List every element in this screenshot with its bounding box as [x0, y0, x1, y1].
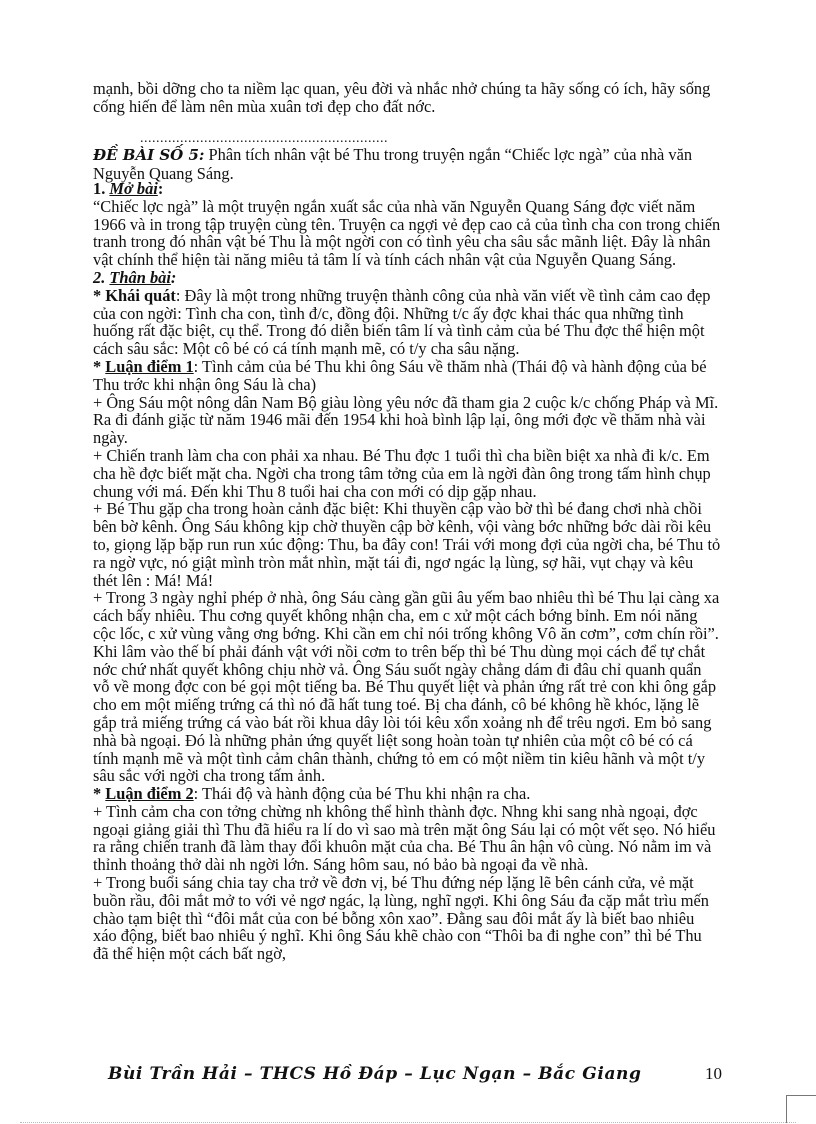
intro-paragraph: mạnh, bồi dỡng cho ta niềm lạc quan, yêu đời và nhắc nhở chúng ta hãy sống có ích, hãy sống cống hiến để làm nên mùa xuân tơi đẹp cho đất nớc.: [93, 79, 711, 116]
luan-diem-1-paragraph: + Ông Sáu một nông dân Nam Bộ giàu lòng yêu nớc đã tham gia 2 cuộc k/c chống Pháp và Mĩ. Ra đi đánh giặc từ năm 1946 mãi đến 1954 khi hoà bình lập lại, ông mới đợc về thăm nhà vài ngày.: [93, 392, 719, 448]
essay-body: [93, 180, 721, 963]
topic-heading: [93, 146, 721, 183]
luan-diem-1-star: *: [93, 356, 106, 376]
than-bai-title: Thân bài: [109, 267, 171, 287]
luan-diem-1-paragraph: + Trong 3 ngày nghỉ phép ở nhà, ông Sáu càng gần gũi âu yếm bao nhiêu thì bé Thu lại càng xa cách bấy nhiêu. Thu cơng quyết không nhận cha, em c xử một cách bớng bỉnh. Em nói năng cộc lốc, c xử vùng vằng ơng bớng. Khi cần em chỉ nói trống không Vô ăn cơm”, cơm chín rồi”. Khi lâm vào thế bí phải đánh vật với nồi cơm to trên bếp thì bé Thu dùng mọi cách để tự chắt nớc chứ nhất quyết không chịu nhờ vả. Ông Sáu suốt ngày chẳng dám đi đâu chỉ quanh quẩn vỗ về mong đợc con bé gọi một tiếng ba. Bé Thu quyết liệt và phản ứng rất trẻ con khi ông gắp cho em một miếng trứng cá thì nó đã hất tung toé. Bị cha đánh, cô bé không hề khóc, lặng lẽ gắp trả miếng trứng cá vào bát rồi khua dây lòi tói kêu xổn xoảng nh để trêu ngơi. Em bỏ sang nhà bà ngoại. Đó là những phản ứng quyết liệt song hoàn toàn tự nhiên của một cô bé có cá tính mạnh mẽ và một tình cảm chân thành, chứng tỏ em có một niềm tin kiêu hãnh và một t/y sâu sắc với ngời cha trong tấm ảnh.: [93, 588, 720, 786]
mo-bai-colon: :: [157, 179, 164, 198]
mo-bai-heading: [93, 180, 721, 198]
khai-quat-label: * Khái quát: [93, 285, 176, 305]
luan-diem-2-text: : Thái độ và hành động của bé Thu khi nhận ra cha.: [193, 784, 531, 804]
luan-diem-2-paragraph: + Trong buổi sáng chia tay cha trở về đơn vị, bé Thu đứng nép lặng lẽ bên cánh cửa, vẻ mặt buồn rầu, đôi mắt mở to với vẻ ngơ ngác, lạ lùng, nghĩ ngợi. Khi ông Sáu đa cặp mắt trìu mến chào tạm biệt thì “đôi mắt của con bé bỗng xôn xao”. Đằng sau đôi mắt ấy là biết bao nhiêu xáo động, biết bao nhiêu ý nghĩ. Khi ông Sáu khẽ chào con “Thôi ba đi nghe con” thì bé Thu đã thể hiện một cách bất ngờ,: [93, 873, 709, 964]
luan-diem-2-paragraph: + Tình cảm cha con tởng chừng nh không thể hình thành đợc. Nhng khi sang nhà ngoại, đợc ngoại giảng giải thì Thu đã hiểu ra lí do vì sao mà trên mặt ông Sáu lại có một vết sẹo. Nó hiểu ra rằng chiến tranh đã làm thay đổi khuôn mặt của cha. Bé Thu ân hận vô cùng. Nó nằm im và thỉnh thoảng thở dài nh ngời lớn. Sáng hôm sau, nó bảo bà ngoại đa về nhà.: [93, 801, 716, 875]
khai-quat-text: : Đây là một trong những truyện thành công của nhà văn viết về tình cảm cao đẹp của con ngời: Tình cha con, tình đ/c, đồng đội. Những t/c ấy đợc khai thác qua những tình huống rất đặc biệt, cụ thể. Trong đó diễn biến tâm lí và tình cảm của bé Thu đợc thể hiện một cách sâu sắc: Một cô bé có cá tính mạnh mẽ, có t/y cha sâu nặng.: [93, 285, 711, 359]
khai-quat-paragraph: [93, 287, 721, 358]
luan-diem-2-label: Luận điểm 2: [105, 784, 194, 804]
luan-diem-1-paragraph: + Chiến tranh làm cha con phải xa nhau. Bé Thu đợc 1 tuổi thì cha biền biệt xa nhà đi k/c. Em cha hề đợc biết mặt cha. Ngời cha trong tâm tởng của em là ngời đàn ông trong tấm hình chụp chung với má. Đến khi Thu 8 tuổi hai cha con mới có dịp gặp nhau.: [93, 445, 711, 501]
page-corner-mark: [786, 1095, 787, 1123]
luan-diem-2-star: *: [93, 784, 106, 804]
mo-bai-text: “Chiếc lợc ngà” là một truyện ngắn xuất sắc của nhà văn Nguyễn Quang Sáng đợc viết năm 1966 và in trong tập truyện cùng tên. Truyện ca ngợi vẻ đẹp cao cả của tình cha con trong chiến tranh trong đó nhân vật bé Thu là một ngời con có tình yêu cha sâu sắc mãnh liệt. Đây là nhân vật chính thể hiện tài năng miêu tả tâm lí và tính cách nhân vật của Nguyễn Quang Sáng.: [93, 196, 721, 270]
than-bai-number: 2.: [93, 267, 106, 287]
page-footer: [108, 1064, 728, 1088]
separator-dots: ..............................................................: [140, 131, 388, 146]
footer-author: Bùi Trần Hải – THCS Hồ Đáp – Lục Ngạn – Bắc Giang: [108, 1064, 642, 1084]
page-corner-mark-horizontal: [786, 1095, 816, 1096]
page-number: 10: [705, 1064, 722, 1083]
mo-bai-title: Mở bài: [109, 179, 158, 198]
luan-diem-1-text: : Tình cảm của bé Thu khi ông Sáu về thăm nhà (Thái độ và hành động của bé Thu trớc khi nhận ông Sáu là cha): [93, 356, 707, 394]
topic-text: Phân tích nhân vật bé Thu trong truyện ngắn “Chiếc lợc ngà” của nhà văn Nguyễn Quang Sáng.: [93, 145, 693, 183]
luan-diem-1-paragraph: + Bé Thu gặp cha trong hoàn cảnh đặc biệt: Khi thuyền cập vào bờ thì bé đang chơi nhà chồi bên bờ kênh. Ông Sáu không kịp chờ thuyền cập bờ kênh, vội vàng bớc những bớc dài rồi kêu to, giọng lặp bặp run run xúc động: Thu, ba đây con! Trái với mong đợi của ngời cha, bé Thu tỏ ra ngờ vực, nó giật mình tròn mắt nhìn, mặt tái đi, ngơ ngác lạ lùng, sợ hãi, vụt chạy và kêu thét lên : Má! Má!: [93, 499, 721, 590]
than-bai-heading: [93, 269, 721, 287]
luan-diem-1-label: Luận điểm 1: [105, 356, 194, 376]
luan-diem-1-heading: [93, 358, 721, 394]
than-bai-colon: :: [170, 267, 177, 287]
luan-diem-2-heading: [93, 785, 721, 803]
topic-label: ĐỀ BÀI SỐ 5:: [93, 146, 205, 164]
mo-bai-number: 1.: [93, 179, 106, 198]
